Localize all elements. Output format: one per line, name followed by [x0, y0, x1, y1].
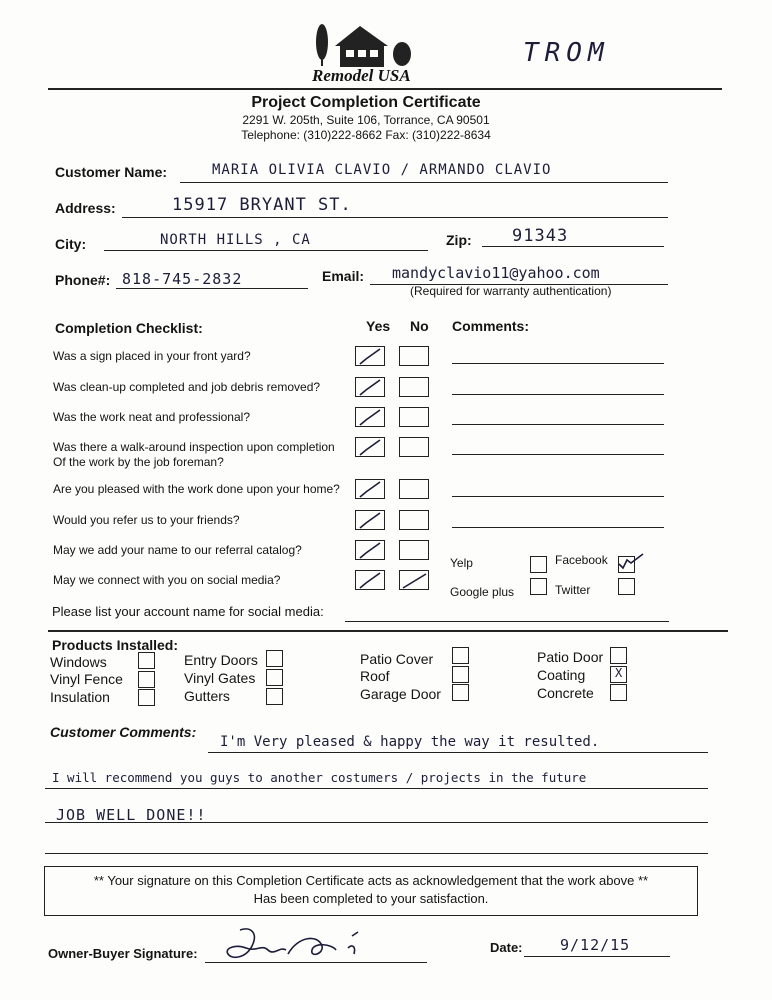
checklist-question	[53, 349, 251, 364]
checklist-no-box[interactable]	[399, 479, 429, 499]
product-windows-box[interactable]	[138, 652, 155, 669]
checklist-question	[53, 513, 240, 528]
header-rule	[48, 88, 722, 90]
social-yelp-label: Yelp	[450, 556, 473, 570]
product-gutters-box[interactable]	[266, 688, 283, 705]
product-coating: Coating	[537, 667, 586, 683]
checklist-yes-box[interactable]	[355, 346, 385, 366]
zip-label: Zip:	[446, 232, 472, 248]
social-yelp-box[interactable]	[530, 556, 547, 573]
checklist-no-box[interactable]	[399, 377, 429, 397]
checklist-title: Completion Checklist:	[55, 320, 203, 336]
address-label: Address:	[55, 200, 116, 216]
checklist-question	[53, 410, 250, 425]
products-rule	[48, 630, 728, 632]
social-account-line[interactable]	[345, 621, 669, 622]
product-concrete-box[interactable]	[610, 684, 627, 701]
checklist-no-box[interactable]	[399, 346, 429, 366]
checklist-question-text: Was a sign placed in your front yard?	[53, 349, 251, 363]
product-garage-door: Garage Door	[360, 686, 441, 702]
product-vinyl-gates: Vinyl Gates	[184, 670, 256, 686]
product-coating-box[interactable]	[610, 666, 627, 683]
products-title: Products Installed:	[52, 637, 179, 653]
checklist-question	[53, 573, 280, 588]
checklist-question-text: May we connect with you on social media?	[53, 573, 281, 587]
city-label: City:	[55, 236, 87, 252]
checklist-no-box[interactable]	[399, 407, 429, 427]
checklist-question-text: Was clean-up completed and job debris removed?	[53, 380, 321, 394]
phone-label: Phone#:	[55, 272, 111, 288]
product-insulation: Insulation	[50, 689, 110, 705]
checklist-yes-box[interactable]	[355, 479, 385, 499]
checklist-question-text: May we add your name to our referral catalog?	[53, 543, 302, 557]
checklist-comment-line[interactable]	[452, 454, 664, 455]
check-mark-icon	[356, 438, 386, 458]
comment-line-3-text[interactable]: JOB WELL DONE!!	[56, 806, 207, 824]
check-mark-icon	[400, 571, 430, 591]
comment-line-1-text[interactable]: I'm Very pleased & happy the way it resulted.	[220, 734, 600, 750]
checklist-question	[53, 380, 320, 395]
address-value[interactable]: 15917 BRYANT ST.	[172, 195, 352, 215]
comment-line-3	[45, 822, 708, 823]
no-header: No	[410, 318, 429, 334]
customer-name-value[interactable]: MARIA OLIVIA CLAVIO / ARMANDO CLAVIO	[212, 162, 552, 178]
page-title: Project Completion Certificate	[251, 94, 481, 111]
yes-header: Yes	[366, 318, 391, 334]
product-patio-cover: Patio Cover	[360, 651, 434, 667]
company-address: 2291 W. 205th, Suite 106, Torrance, CA 90501	[242, 113, 490, 127]
customer-comments-label: Customer Comments:	[50, 724, 197, 740]
social-facebook-box[interactable]	[618, 556, 635, 573]
product-concrete: Concrete	[537, 685, 594, 701]
logo-text: Remodel USA	[312, 66, 411, 85]
acknowledgement-line-2: Has been completed to your satisfaction.	[253, 891, 489, 906]
product-roof-box[interactable]	[452, 666, 469, 683]
address-line	[122, 217, 668, 218]
check-mark-icon	[356, 571, 386, 591]
city-line	[104, 250, 428, 251]
checklist-no-box[interactable]	[399, 570, 429, 590]
checklist-comment-line[interactable]	[452, 363, 664, 364]
comments-header: Comments:	[452, 318, 530, 334]
checklist-no-box[interactable]	[399, 510, 429, 530]
customer-name-label: Customer Name:	[55, 164, 168, 180]
date-label: Date:	[490, 940, 523, 955]
check-mark-icon	[356, 480, 386, 500]
date-line	[524, 956, 670, 957]
checklist-comment-line[interactable]	[452, 527, 664, 528]
checklist-question-text: Was the work neat and professional?	[53, 410, 250, 424]
checklist-question-text: Was there a walk-around inspection upon completion	[53, 440, 335, 454]
check-mark-icon	[356, 511, 386, 531]
product-patio-cover-box[interactable]	[452, 647, 469, 664]
product-garage-door-box[interactable]	[452, 684, 469, 701]
social-facebook-label: Facebook	[555, 553, 608, 567]
check-mark-icon	[356, 378, 386, 398]
check-mark-icon	[356, 347, 386, 367]
social-google-label: Google plus	[450, 585, 515, 599]
checklist-no-box[interactable]	[399, 437, 429, 457]
checklist-yes-box[interactable]	[355, 407, 385, 427]
date-value[interactable]: 9/12/15	[560, 936, 631, 954]
signature-drawing	[222, 924, 382, 968]
product-patio-door-box[interactable]	[610, 647, 627, 664]
city-value[interactable]: NORTH HILLS , CA	[160, 232, 311, 248]
product-entry-doors-box[interactable]	[266, 650, 283, 667]
checklist-question	[53, 440, 335, 470]
phone-line	[116, 288, 308, 289]
comment-line-4	[45, 853, 708, 854]
handwritten-tag: TROM	[523, 38, 610, 68]
check-mark-icon	[356, 408, 386, 428]
social-twitter-box[interactable]	[618, 578, 635, 595]
product-gutters: Gutters	[184, 688, 230, 704]
social-google-box[interactable]	[530, 578, 547, 595]
email-note: (Required for warranty authentication)	[410, 284, 612, 298]
email-value[interactable]: mandyclavio11@yahoo.com	[392, 264, 600, 282]
comment-line-2-text[interactable]: I will recommend you guys to another costumers / projects in the future	[52, 770, 587, 785]
company-phone: Telephone: (310)222-8662 Fax: (310)222-8634	[241, 128, 491, 142]
comment-line-1	[208, 752, 708, 753]
zip-line	[482, 246, 664, 247]
checklist-question-text-2: Of the work by the job foreman?	[53, 455, 224, 469]
email-label: Email:	[322, 268, 365, 284]
checklist-comment-line[interactable]	[452, 394, 664, 395]
checklist-question-text: Would you refer us to your friends?	[53, 513, 240, 527]
zip-value[interactable]: 91343	[512, 226, 569, 246]
product-vinyl-gates-box[interactable]	[266, 669, 283, 686]
checklist-yes-box[interactable]	[355, 437, 385, 457]
product-windows: Windows	[50, 654, 107, 670]
product-vinyl-fence: Vinyl Fence	[50, 671, 123, 687]
checklist-yes-box[interactable]	[355, 377, 385, 397]
coating-x-mark: X	[615, 666, 623, 680]
checklist-yes-box[interactable]	[355, 540, 385, 560]
social-account-label: Please list your account name for social media:	[52, 604, 324, 619]
comment-line-2	[45, 788, 708, 789]
checklist-comment-line[interactable]	[452, 424, 664, 425]
checklist-comment-line[interactable]	[452, 496, 664, 497]
checklist-no-box[interactable]	[399, 540, 429, 560]
customer-name-line	[180, 182, 668, 183]
checklist-yes-box[interactable]	[355, 570, 385, 590]
product-roof: Roof	[360, 668, 390, 684]
checklist-yes-box[interactable]	[355, 510, 385, 530]
checklist-question	[53, 543, 302, 558]
social-twitter-label: Twitter	[555, 583, 591, 597]
checklist-question	[53, 482, 340, 497]
checklist-question-text: Are you pleased with the work done upon your home?	[53, 482, 340, 496]
product-vinyl-fence-box[interactable]	[138, 671, 155, 688]
check-mark-icon	[356, 541, 386, 561]
acknowledgement-box	[44, 866, 698, 916]
product-insulation-box[interactable]	[138, 689, 155, 706]
product-patio-door: Patio Door	[537, 649, 604, 665]
product-entry-doors: Entry Doors	[184, 652, 258, 668]
signature-label: Owner-Buyer Signature:	[48, 946, 198, 961]
phone-value[interactable]: 818-745-2832	[122, 270, 243, 288]
acknowledgement-line-1: ** Your signature on this Completion Certificate acts as acknowledgement that the work above **	[93, 873, 649, 888]
